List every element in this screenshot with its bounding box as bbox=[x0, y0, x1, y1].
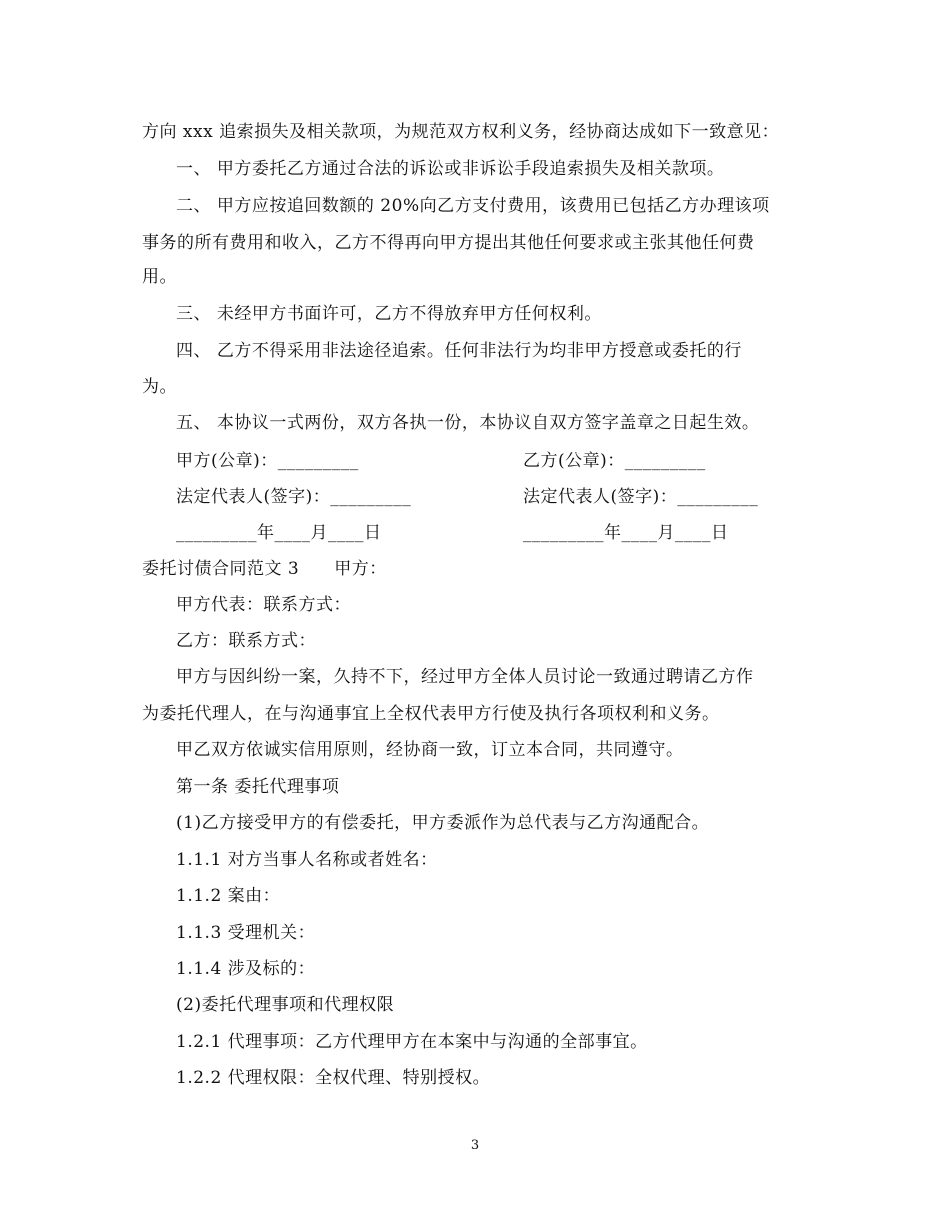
list-item: 1.1.2 案由： bbox=[176, 886, 281, 906]
clause-four: 四、 乙方不得采用非法途径追索。任何非法行为均非甲方授意或委托的行 bbox=[176, 341, 742, 361]
list-item: 1.2.1 代理事项：乙方代理甲方在本案中与沟通的全部事宜。 bbox=[176, 1032, 648, 1052]
list-item: 1.1.3 受理机关： bbox=[176, 923, 316, 943]
paragraph-line: 方向 xxx 追索损失及相关款项，为规范双方权利义务，经协商达成如下一致意见： bbox=[142, 122, 780, 142]
paragraph-line: 乙方：联系方式： bbox=[176, 631, 316, 651]
list-item: 1.2.2 代理权限：全权代理、特别授权。 bbox=[176, 1068, 491, 1088]
clause-five: 五、 本协议一式两份，双方各执一份，本协议自双方签字盖章之日起生效。 bbox=[176, 413, 760, 433]
paragraph-line: 甲乙双方依诚实信用原则，经协商一致，订立本合同，共同遵守。 bbox=[176, 740, 684, 760]
party-b-date: _________年____月____日 bbox=[523, 523, 729, 543]
paragraph-line: 用。 bbox=[142, 267, 177, 287]
clause-three: 三、 未经甲方书面许可，乙方不得放弃甲方任何权利。 bbox=[176, 304, 602, 324]
clause-two: 二、 甲方应按追回数额的 20%向乙方支付费用，该费用已包括乙方办理该项 bbox=[176, 196, 770, 216]
clause-one: 一、 甲方委托乙方通过合法的诉讼或非诉讼手段追索损失及相关款项。 bbox=[176, 159, 725, 179]
paragraph-line: (1)乙方接受甲方的有偿委托，甲方委派作为总代表与乙方沟通配合。 bbox=[176, 813, 710, 833]
article-heading: 第一条 委托代理事项 bbox=[176, 777, 340, 797]
list-item: 1.1.4 涉及标的： bbox=[176, 959, 316, 979]
party-a-seal: 甲方(公章)：_________ bbox=[176, 451, 359, 471]
paragraph-line: 为。 bbox=[142, 377, 177, 397]
party-b-representative: 法定代表人(签字)：_________ bbox=[523, 487, 759, 507]
paragraph-line: 甲方与因纠纷一案，久持不下，经过甲方全体人员讨论一致通过聘请乙方作 bbox=[176, 667, 754, 687]
party-a-date: _________年____月____日 bbox=[176, 523, 382, 543]
paragraph-line: (2)委托代理事项和代理权限 bbox=[176, 995, 395, 1015]
section-heading: 委托讨债合同范文 3 甲方： bbox=[142, 559, 387, 579]
party-a-representative: 法定代表人(签字)：_________ bbox=[176, 487, 412, 507]
list-item: 1.1.1 对方当事人名称或者姓名： bbox=[176, 850, 438, 870]
paragraph-line: 甲方代表：联系方式： bbox=[176, 595, 351, 615]
paragraph-line: 事务的所有费用和收入，乙方不得再向甲方提出其他任何要求或主张其他任何费 bbox=[142, 233, 755, 253]
page-number: 3 bbox=[470, 1138, 480, 1153]
party-b-seal: 乙方(公章)：_________ bbox=[523, 451, 706, 471]
paragraph-line: 为委托代理人，在与沟通事宜上全权代表甲方行使及执行各项权利和义务。 bbox=[142, 704, 720, 724]
